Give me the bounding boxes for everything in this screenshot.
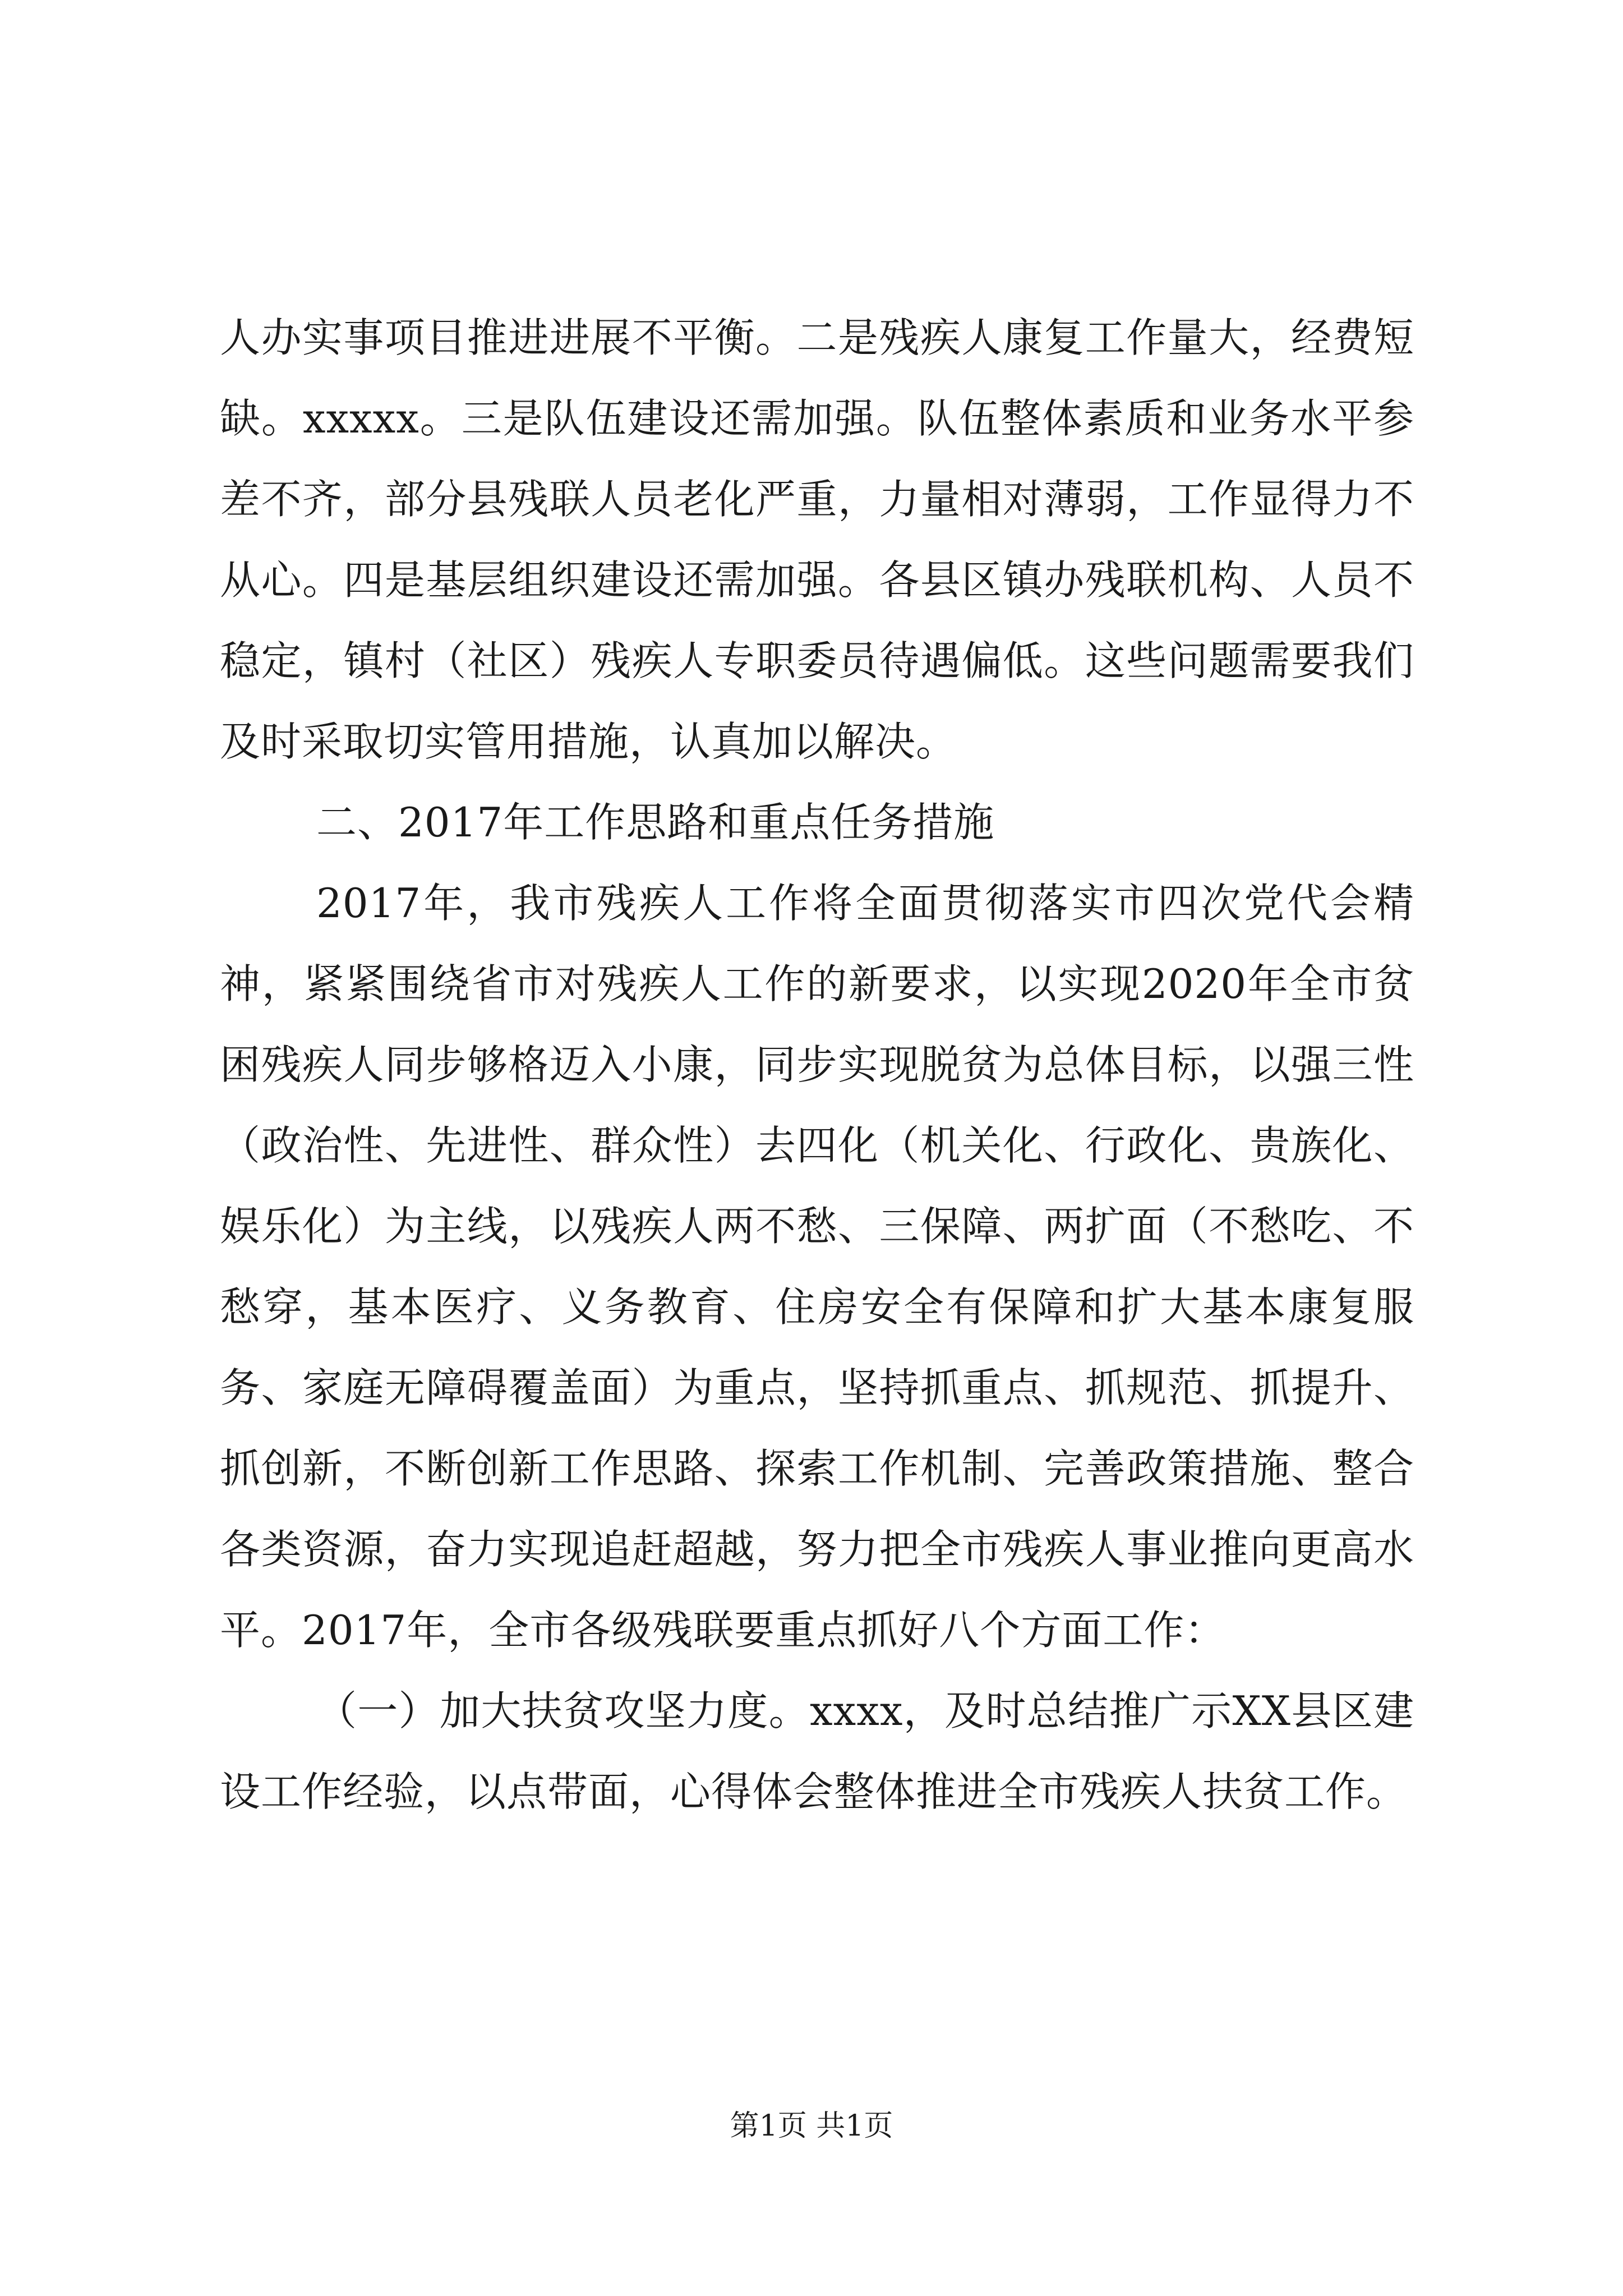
section-heading-2017-plan: 二、2017年工作思路和重点任务措施 xyxy=(316,799,995,846)
paragraph-2017-overview: 2017年，我市残疾人工作将全面贯彻落实市四次党代会精神，紧紧围绕省市对残疾人工作的新要求，以实现2020年全市贫困残疾人同步够格迈入小康，同步实现脱贫为总体目标，以强三性（政治性、先进性、群众性）去四化（机关化、行政化、贵族化、娱乐化）为主线，以残疾人两不愁、三保障、两扩面（不愁吃、不愁穿，基本医疗、义务教育、住房安全有保障和扩大基本康复服务、家庭无障碍覆盖面）为重点，坚持抓重点、抓规范、抓提升、抓创新，不断创新工作思路、探索工作机制、完善政策措施、整合各类资源，奋力实现追赶超越，努力把全市残疾人事业推向更高水平。2017年，全市各级残联要重点抓好八个方面工作： xyxy=(220,880,1414,1654)
paragraph-problems: 人办实事项目推进进展不平衡。二是残疾人康复工作量大，经费短缺。xxxxx。三是队伍建设还需加强。队伍整体素质和业务水平参差不齐，部分县残联人员老化严重，力量相对薄弱，工作显得力不从心。四是基层组织建设还需加强。各县区镇办残联机构、人员不稳定，镇村（社区）残疾人专职委员待遇偏低。这些问题需要我们及时采取切实管用措施，认真加以解决。 xyxy=(220,314,1414,765)
document-body xyxy=(220,297,1414,1832)
page-footer: 第1页 共1页 xyxy=(730,2109,893,2143)
paragraph-poverty-alleviation: （一）加大扶贫攻坚力度。xxxx，及时总结推广示XX县区建设工作经验，以点带面，心得体会整体推进全市残疾人扶贫工作。 xyxy=(220,1687,1414,1815)
